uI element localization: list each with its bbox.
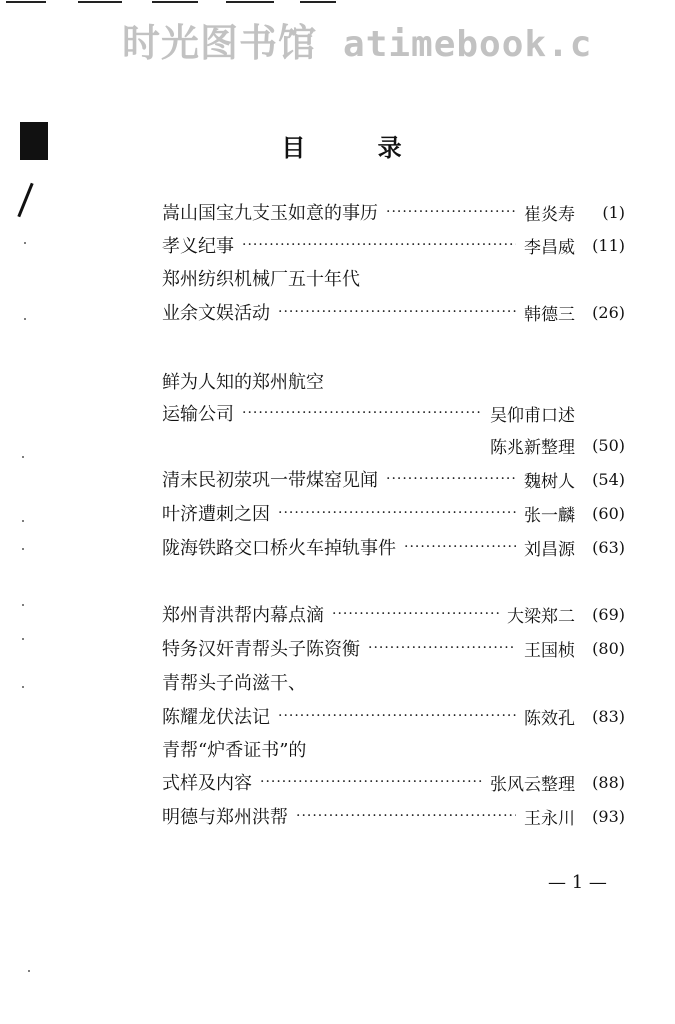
toc-leader-dots xyxy=(242,405,482,421)
toc-leader-dots xyxy=(278,304,516,320)
toc-entry xyxy=(162,198,625,226)
toc-entry-title: 陈耀龙伏法记 xyxy=(162,707,270,728)
toc-entry-author-line xyxy=(162,431,625,459)
toc-entry-page: (1) xyxy=(602,202,625,222)
toc-entry-author: 魏树人 xyxy=(524,471,575,492)
toc-entry xyxy=(162,465,625,493)
toc-entry-page: (50) xyxy=(592,435,625,455)
scan-speck xyxy=(22,520,24,522)
toc-entry-author: 崔炎寿 xyxy=(524,204,575,225)
toc-entry-title: 孝义纪事 xyxy=(162,236,234,257)
scan-speck xyxy=(24,318,26,320)
toc-entry-author: 大梁郑二 xyxy=(507,606,575,627)
toc-entry-author: 张一麟 xyxy=(524,505,575,526)
scan-speck xyxy=(22,548,24,550)
toc-entry-page: (26) xyxy=(592,302,625,322)
toc-entry xyxy=(162,802,625,830)
toc-entry-author: 吴仰甫口述 xyxy=(490,405,575,426)
toc-entry-title: 运输公司 xyxy=(162,404,234,425)
toc-leader-dots xyxy=(242,237,516,253)
toc-entry-title: 明德与郑州洪帮 xyxy=(162,807,288,828)
watermark-latin: atimebook.c xyxy=(343,24,593,65)
toc-leader-dots xyxy=(386,204,516,220)
scan-speck xyxy=(28,970,30,972)
toc-entry xyxy=(162,499,625,527)
toc-entry xyxy=(162,533,625,561)
toc-entry-title-first-line: 青帮“炉香证书”的 xyxy=(162,740,307,761)
toc-entry xyxy=(162,634,625,662)
toc-entry xyxy=(162,399,625,427)
toc-entry-author-second: 陈兆新整理 xyxy=(490,437,575,458)
toc-entry-author: 王永川 xyxy=(524,808,575,829)
toc-entry-page: (88) xyxy=(592,772,625,792)
toc-entry-title-line xyxy=(162,367,625,395)
toc-leader-dots xyxy=(296,808,516,824)
toc-leader-dots xyxy=(278,505,516,521)
toc-entry xyxy=(162,768,625,796)
toc-entry-author: 刘昌源 xyxy=(524,539,575,560)
toc-entry-title: 清末民初荥巩一带煤窑见闻 xyxy=(162,470,378,491)
toc-leader-dots xyxy=(386,471,516,487)
toc-entry-page: (63) xyxy=(592,537,625,557)
toc-entry-title: 陇海铁路交口桥火车掉轨事件 xyxy=(162,538,396,559)
toc-entry-page: (93) xyxy=(592,806,625,826)
toc-entry xyxy=(162,702,625,730)
toc-entry-title: 叶济遭刺之因 xyxy=(162,504,270,525)
toc-entry-title-first-line: 青帮头子尚滋干、 xyxy=(162,673,306,694)
toc-entry-title-line xyxy=(162,264,625,292)
toc-entry-title-first-line: 郑州纺织机械厂五十年代 xyxy=(162,269,360,290)
toc-leader-dots xyxy=(404,539,516,555)
toc-entry-author: 张风云整理 xyxy=(490,774,575,795)
toc-entry xyxy=(162,231,625,259)
scan-speck xyxy=(24,242,26,244)
toc-leader-dots xyxy=(278,708,516,724)
scan-top-lines xyxy=(0,0,340,8)
toc-entry-page: (60) xyxy=(592,503,625,523)
toc-entry xyxy=(162,600,625,628)
toc-entry xyxy=(162,298,625,326)
toc-entry-title-first-line: 鲜为人知的郑州航空 xyxy=(162,372,324,393)
toc-entry-title: 郑州青洪帮内幕点滴 xyxy=(162,605,324,626)
scan-slash-mark xyxy=(17,183,33,218)
scan-speck xyxy=(22,604,24,606)
scan-speck xyxy=(22,686,24,688)
toc-entry-title-line xyxy=(162,735,625,763)
scan-speck xyxy=(22,638,24,640)
toc-entry-title-line xyxy=(162,668,625,696)
watermark-cn: 时光图书馆 xyxy=(122,21,318,65)
toc-leader-dots xyxy=(332,606,499,622)
toc-entry-page: (80) xyxy=(592,638,625,658)
toc-entry-author: 韩德三 xyxy=(524,304,575,325)
page-title: 目 录 xyxy=(281,134,434,162)
toc-entry-title: 特务汉奸青帮头子陈资衡 xyxy=(162,639,360,660)
toc-entry-author: 李昌威 xyxy=(524,237,575,258)
toc-entry-title: 业余文娱活动 xyxy=(162,303,270,324)
toc-entry-title: 式样及内容 xyxy=(162,773,252,794)
toc-entry-title: 嵩山国宝九支玉如意的事历 xyxy=(162,203,378,224)
toc-entry-page: (83) xyxy=(592,706,625,726)
page-number: — 1 — xyxy=(548,872,607,893)
toc-entry-page: (54) xyxy=(592,469,625,489)
toc-leader-dots xyxy=(368,640,516,656)
toc-entry-page: (69) xyxy=(592,604,625,624)
scan-speck xyxy=(22,456,24,458)
toc-entry-page: (11) xyxy=(592,235,625,255)
toc-entry-author: 陈效孔 xyxy=(524,708,575,729)
toc-entry-author: 王国桢 xyxy=(524,640,575,661)
watermark xyxy=(122,12,592,67)
toc-leader-dots xyxy=(260,774,482,790)
